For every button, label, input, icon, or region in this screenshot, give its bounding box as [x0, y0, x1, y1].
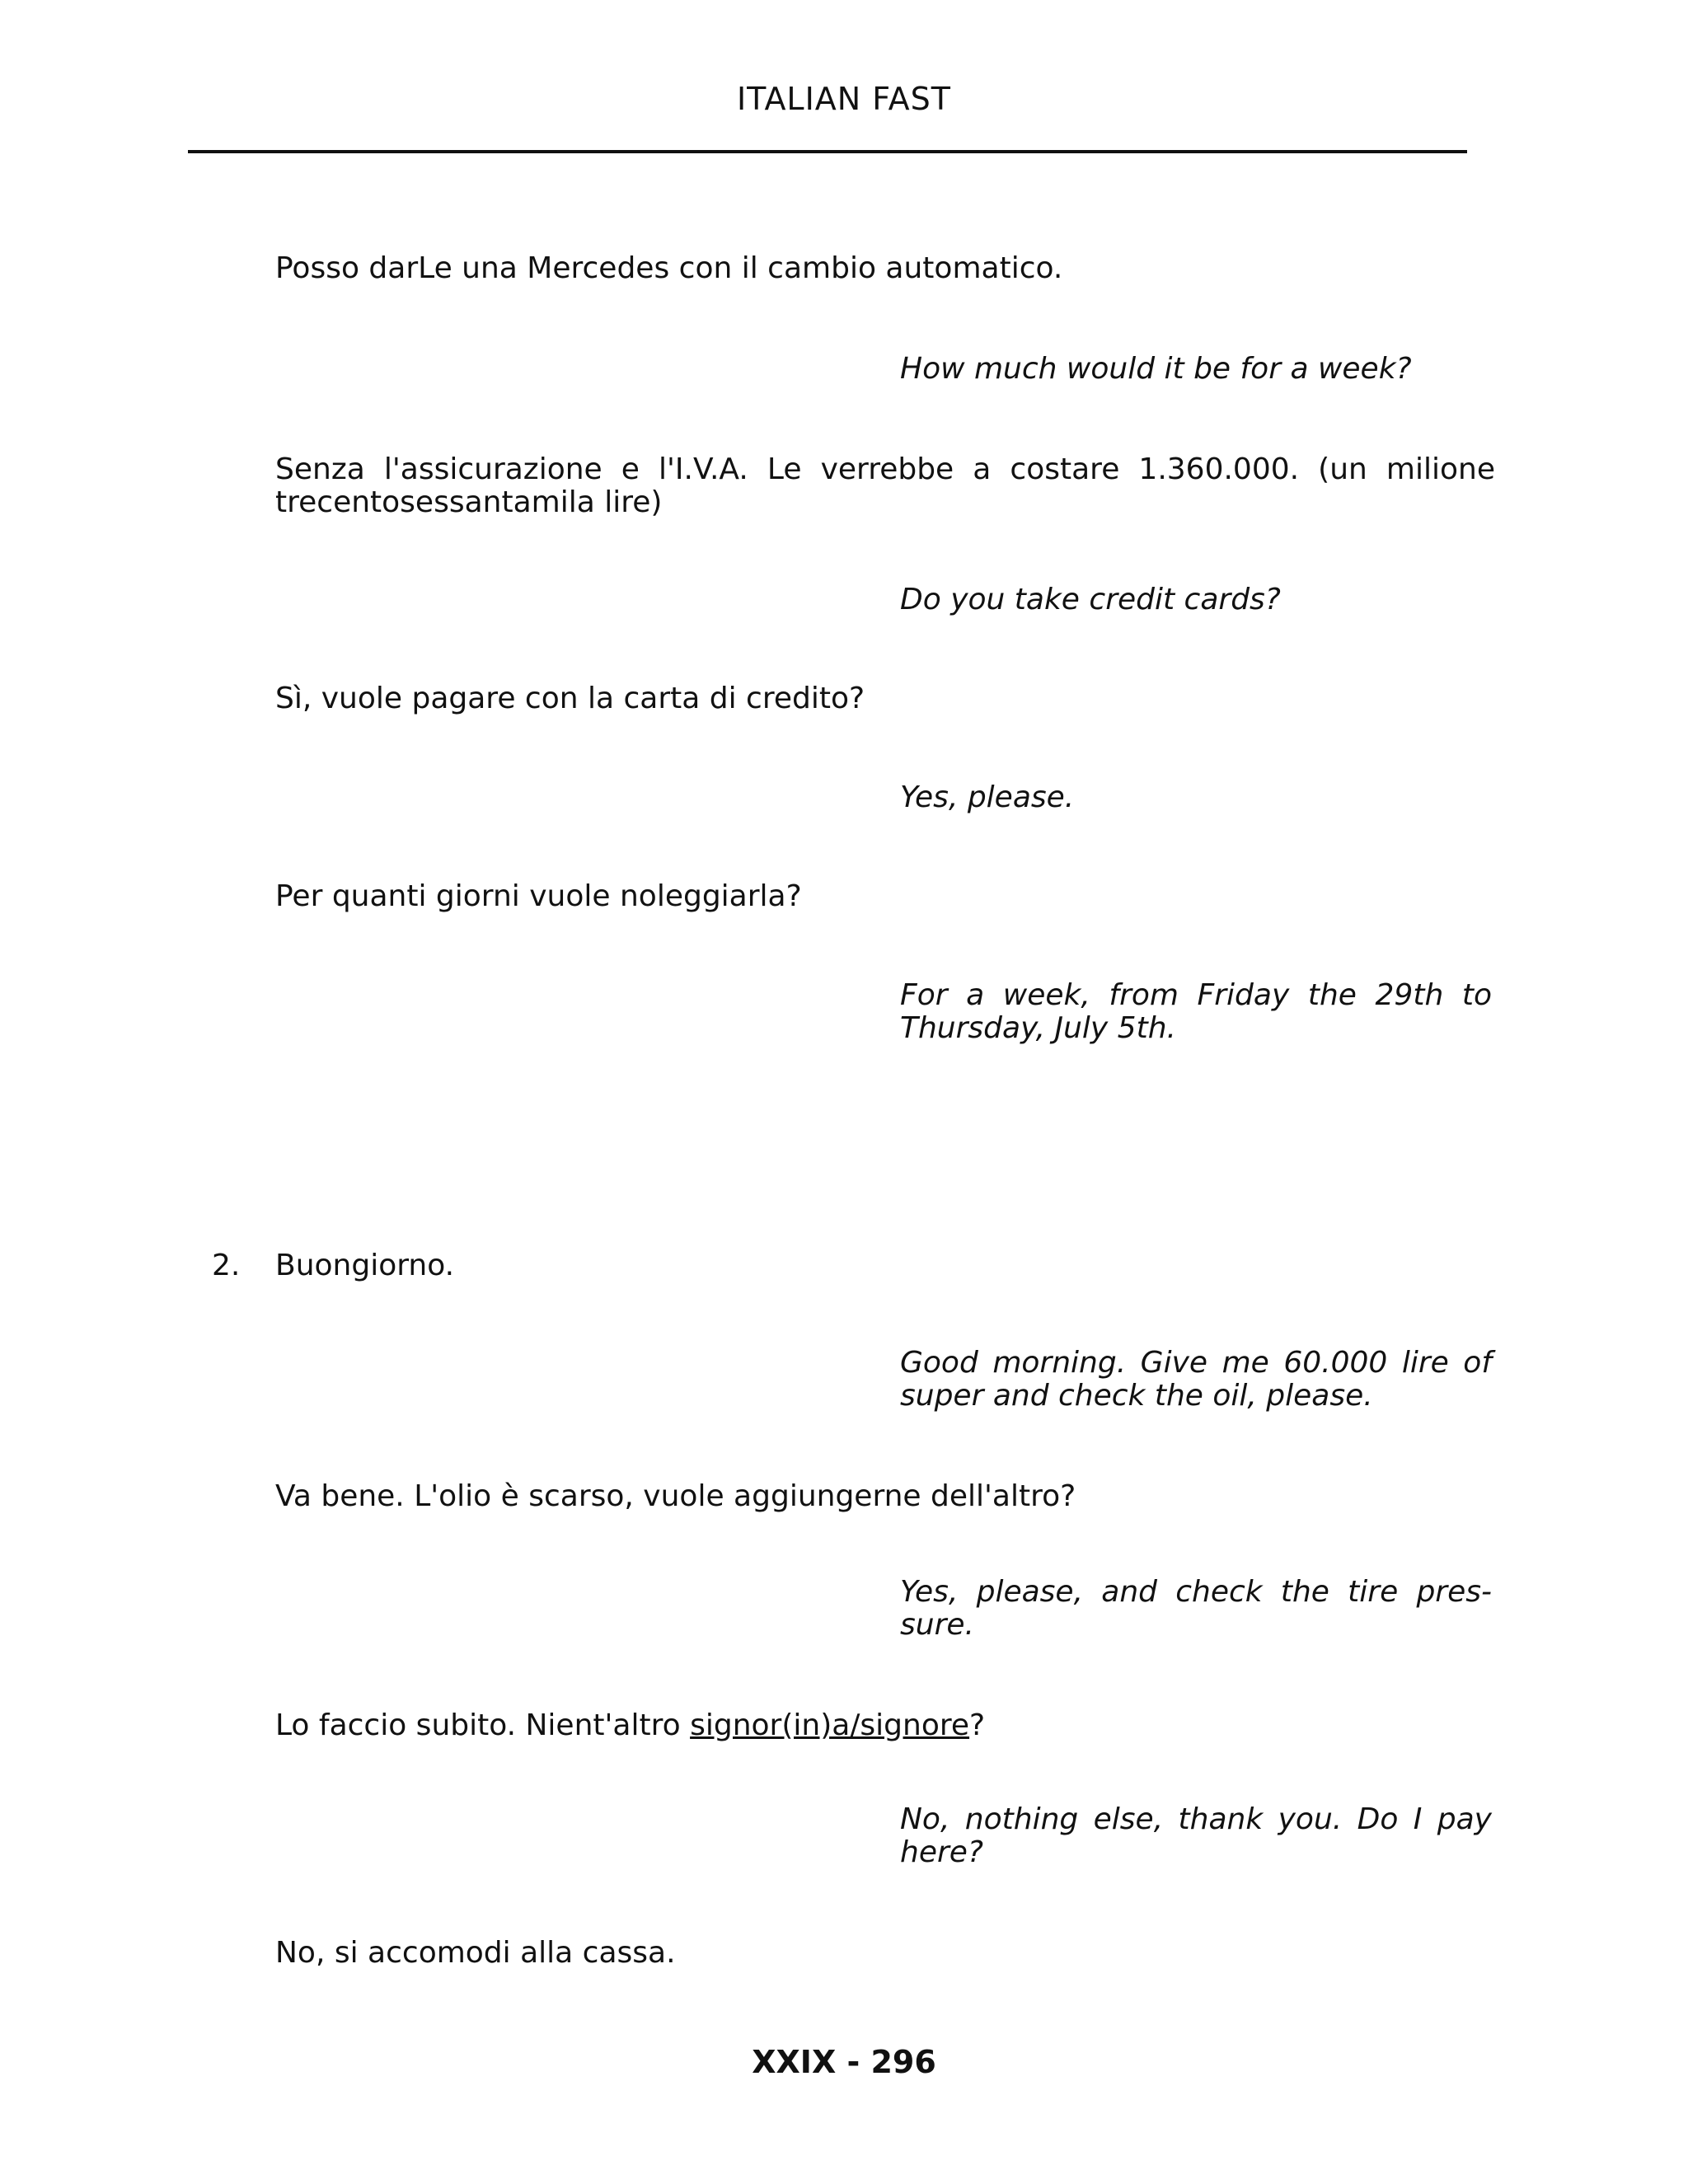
italian-line — [275, 1709, 1495, 1742]
italian-line: Posso darLe una Mercedes con il cambio automatico. — [275, 251, 1063, 285]
exercise-number: 2. — [212, 1249, 241, 1282]
english-line: Do you take credit cards? — [900, 583, 1281, 616]
italian-line: Sì, vuole pagare con la carta di credito? — [275, 682, 865, 715]
english-line: No, nothing else, thank you. Do I pay here? — [900, 1802, 1492, 1869]
italian-line: Va bene. L'olio è scarso, vuole aggiungerne dell'altro? — [275, 1479, 1076, 1513]
italian-line-text: ? — [969, 1708, 986, 1742]
english-line: Good morning. Give me 60.000 lire of super and check the oil, please. — [900, 1346, 1492, 1413]
english-line: Yes, please. — [900, 780, 1075, 814]
page-number: XXIX - 296 — [752, 2044, 936, 2080]
italian-line: Buongiorno. — [275, 1249, 455, 1282]
english-line: How much would it be for a week? — [900, 352, 1412, 386]
underlined-term: signor(in)a/signore — [690, 1708, 970, 1742]
english-line: Yes, please, and check the tire pres-sure. — [900, 1575, 1492, 1642]
italian-line: Senza l'assicurazione e l'I.V.A. Le verrebbe a costare 1.360.000. (un milione trecentosessantamila lire) — [275, 452, 1495, 519]
italian-line: Per quanti giorni vuole noleggiarla? — [275, 879, 802, 913]
header-divider — [188, 150, 1467, 153]
italian-line-text: Lo faccio subito. Nient'altro — [275, 1708, 691, 1742]
english-line: For a week, from Friday the 29th to Thursday, July 5th. — [900, 978, 1492, 1045]
page-header-title: ITALIAN FAST — [736, 81, 952, 117]
italian-line: No, si accomodi alla cassa. — [275, 1936, 676, 1970]
